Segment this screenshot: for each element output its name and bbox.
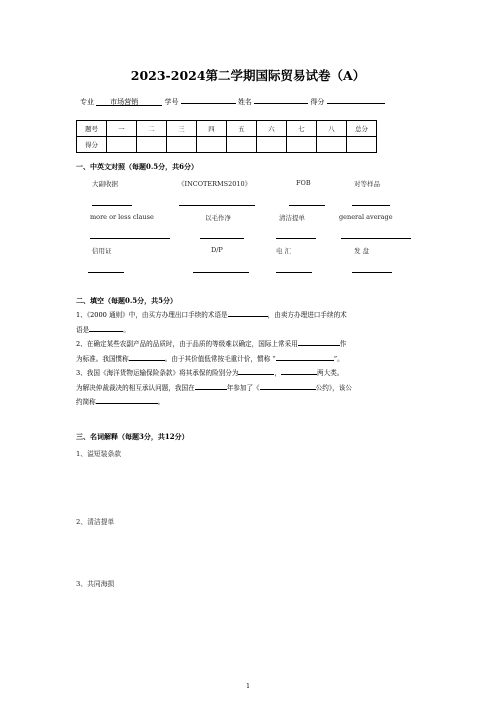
score-cell[interactable]	[317, 137, 347, 153]
score-table-header: 二	[137, 121, 167, 137]
student-info-line	[80, 95, 385, 107]
score-table-header: 总分	[347, 121, 377, 137]
score-table-header: 八	[317, 121, 347, 137]
page-number: 1	[246, 683, 250, 690]
term: 信用证	[92, 247, 112, 255]
score-label: 得分	[310, 98, 325, 106]
score-table-header: 题号	[77, 121, 107, 137]
blank-field[interactable]	[195, 381, 227, 390]
term: 以毛作净	[205, 214, 231, 222]
term: more or less clause	[90, 213, 154, 221]
section3-title: 三、名词解释（每题3分，共12分）	[76, 432, 189, 441]
score-cell[interactable]	[197, 137, 227, 153]
score-cell[interactable]	[347, 137, 377, 153]
score-field	[327, 95, 385, 104]
score-table-header-row	[77, 121, 377, 137]
blank-field[interactable]	[238, 366, 274, 375]
term: 《INCOTERMS2010》	[178, 180, 252, 188]
blank-field[interactable]	[129, 352, 165, 361]
score-table-header: 五	[227, 121, 257, 137]
name-field	[254, 95, 308, 104]
answer-line[interactable]	[289, 205, 325, 206]
definition-item: 1、溢短装条款	[76, 450, 122, 458]
blank-field[interactable]	[276, 352, 334, 361]
score-table-row-label: 得分	[77, 137, 107, 153]
blank-field[interactable]	[228, 308, 268, 317]
major-field	[96, 97, 162, 106]
blank-field[interactable]	[96, 395, 158, 404]
term: 发 盘	[354, 247, 370, 255]
answer-line[interactable]	[276, 238, 316, 239]
answer-line[interactable]	[88, 272, 124, 273]
blank-field[interactable]	[298, 337, 340, 346]
question-3: 3、我国《海洋货物运输保险条款》将其承保的险别分为 ， 两大类。 为解决仲裁裁决的相互承认问题，我国在 年参加了《 公约》，该公 约简称 。	[76, 366, 426, 410]
answer-line[interactable]	[90, 238, 170, 239]
blank-field[interactable]	[89, 323, 123, 332]
blank-field[interactable]	[281, 366, 317, 375]
answer-line[interactable]	[352, 205, 390, 206]
question-2: 2、在确定某些农副产品的品质时，由于品质的等级难以确定，国际上常采用 作 为标准。我国惯称 。由于其价值低常按毛重计价，惯称 “ ”。	[76, 337, 426, 366]
term: 对等样品	[354, 180, 380, 188]
score-table-header: 六	[257, 121, 287, 137]
term: 清洁提单	[279, 214, 305, 222]
answer-line[interactable]	[200, 238, 244, 239]
score-table	[76, 120, 377, 153]
exam-title: 2023-2024第二学期国际贸易试卷（A）	[130, 68, 366, 83]
blank-field[interactable]	[260, 381, 316, 390]
answer-line[interactable]	[193, 272, 249, 273]
score-cell[interactable]	[287, 137, 317, 153]
question-1: 1、《2000 通则》中，由买方办理出口手续的术语是 ，由卖方办理进口手续的术 语是 。	[76, 308, 426, 337]
score-table-header: 三	[167, 121, 197, 137]
name-label: 姓名	[237, 98, 252, 106]
term: D/P	[211, 246, 223, 254]
major-label: 专业	[80, 98, 94, 106]
section1-title: 一、中英文对照（每题0.5分，共6分）	[76, 162, 199, 171]
answer-line[interactable]	[179, 205, 255, 206]
fill-in-questions	[76, 308, 426, 410]
answer-line[interactable]	[352, 272, 392, 273]
score-table-header: 七	[287, 121, 317, 137]
score-cell[interactable]	[167, 137, 197, 153]
score-cell[interactable]	[107, 137, 137, 153]
term: FOB	[296, 179, 311, 187]
term: general average	[339, 213, 393, 221]
term: 电 汇	[276, 247, 292, 255]
section2-title: 二、填空（每题0.5分，共5分）	[76, 296, 178, 305]
answer-line[interactable]	[341, 238, 411, 239]
score-table-header: 四	[197, 121, 227, 137]
answer-line[interactable]	[92, 205, 132, 206]
score-cell[interactable]	[227, 137, 257, 153]
definition-item: 3、共同海损	[76, 580, 115, 588]
student-id-label: 学号	[164, 98, 179, 106]
score-table-score-row	[77, 137, 377, 153]
score-cell[interactable]	[137, 137, 167, 153]
answer-line[interactable]	[276, 272, 312, 273]
score-cell[interactable]	[257, 137, 287, 153]
score-table-header: 一	[107, 121, 137, 137]
definition-item: 2、清洁提单	[76, 518, 115, 526]
term: 大副收据	[92, 180, 118, 188]
student-id-field	[181, 95, 236, 104]
major-value: 市场营销	[110, 98, 139, 106]
